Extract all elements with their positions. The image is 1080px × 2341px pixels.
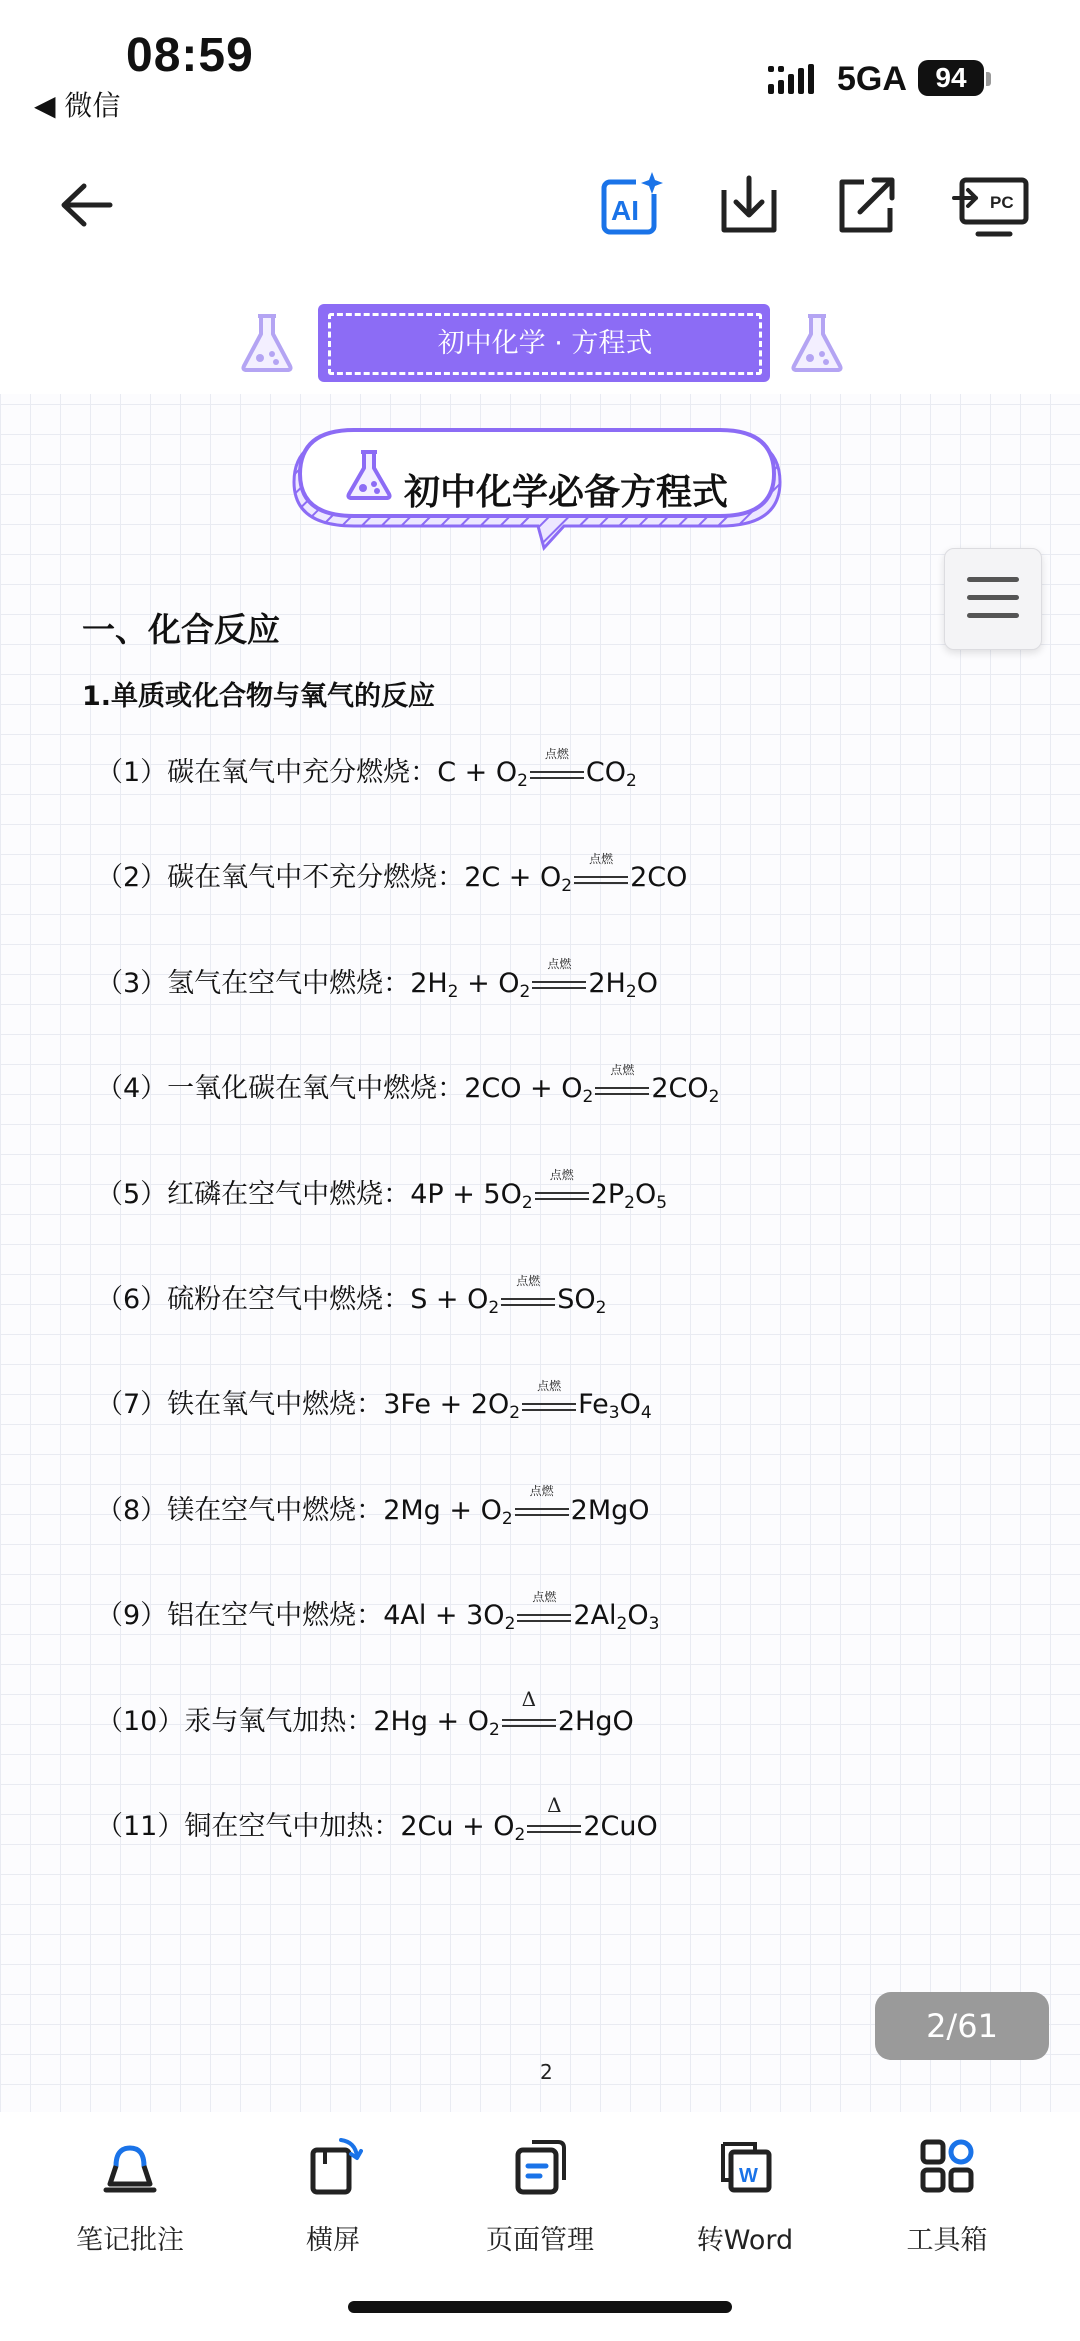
condition-label: 点燃 <box>529 1484 554 1499</box>
equation-products: $2CO_2$ <box>651 1073 720 1108</box>
equation-row <box>96 746 637 791</box>
page-number: 2 <box>540 2060 553 2084</box>
equals-line <box>517 1614 571 1616</box>
equals-line <box>527 1825 581 1827</box>
flask-icon-title <box>344 448 394 502</box>
equation-products: 2CO <box>630 862 688 894</box>
condition-label: Δ <box>547 1792 562 1817</box>
equation-label: （6）硫粉在空气中燃烧： <box>96 1284 411 1315</box>
menu-line <box>967 613 1019 618</box>
doc-header-tag-text: 初中化学 · 方程式 <box>328 313 762 375</box>
equation-label: （3）氢气在空气中燃烧： <box>96 967 411 999</box>
reaction-condition <box>525 1792 583 1843</box>
equation-products: $SO_2$ <box>557 1284 607 1318</box>
equation-label: （9）铝在空气中燃烧： <box>96 1600 384 1632</box>
equation-label: （5）红磷在空气中燃烧： <box>96 1178 411 1210</box>
equation-row <box>96 1168 668 1213</box>
equation-label: （7）铁在氧气中燃烧： <box>96 1389 384 1421</box>
to-word-button[interactable] <box>660 2136 830 2286</box>
menu-line <box>967 595 1019 600</box>
equals-line <box>535 1192 589 1194</box>
ai-icon[interactable] <box>596 170 666 240</box>
condition-label: 点燃 <box>610 1062 635 1077</box>
condition-label: Δ <box>521 1687 537 1712</box>
rotate-button[interactable] <box>248 2136 418 2286</box>
equation-reactants: $S + O_2$ <box>410 1284 500 1318</box>
equation-products: 2HgO <box>557 1705 634 1737</box>
equation-label: （10）汞与氧气加热： <box>96 1705 374 1737</box>
equation-reactants: $2H_2 + O_2$ <box>410 967 531 1002</box>
equation-products: $2P_2O_5$ <box>590 1178 668 1213</box>
doc-header-tag <box>318 304 770 382</box>
flask-icon-left <box>238 312 296 374</box>
equation-products: $2H_2O$ <box>588 967 658 1002</box>
equals-line <box>522 1409 576 1411</box>
word-icon <box>715 2136 775 2196</box>
equation-products: $CO_2$ <box>585 757 637 791</box>
equals-line <box>595 1087 649 1089</box>
equation-reactants: $4Al + 3O_2$ <box>383 1600 516 1635</box>
equals-line <box>515 1514 569 1516</box>
condition-label: 点燃 <box>547 957 572 972</box>
pc-cast-icon[interactable] <box>952 170 1034 240</box>
subsection-title: 1.单质或化合物与氧气的反应 <box>82 681 436 712</box>
equals-line <box>501 1304 555 1306</box>
reaction-condition <box>515 1589 573 1632</box>
rotate-label: 横屏 <box>306 2225 360 2256</box>
equation-products: 2CuO <box>583 1811 658 1842</box>
equals-line <box>522 1403 576 1405</box>
home-indicator[interactable] <box>348 2301 732 2313</box>
reaction-condition <box>500 1687 558 1737</box>
equation-row <box>96 1687 634 1740</box>
reaction-condition <box>513 1484 571 1526</box>
equation-row <box>96 1378 652 1424</box>
annotate-label: 笔记批注 <box>76 2225 184 2256</box>
condition-label: 点燃 <box>544 746 569 761</box>
equation-reactants: $2C + O_2$ <box>464 862 573 897</box>
equals-line <box>595 1093 649 1095</box>
equation-label: （11）铜在空气中加热： <box>96 1811 401 1842</box>
signal-icon <box>766 62 826 98</box>
equals-line <box>532 981 586 983</box>
equation-row <box>96 851 688 897</box>
reaction-condition <box>593 1062 651 1105</box>
rotate-icon <box>303 2136 363 2196</box>
equation-reactants: $2Hg + O_2$ <box>373 1705 500 1740</box>
network-type: 5GA <box>837 60 907 98</box>
back-to-wechat[interactable]: ◀ 微信 <box>34 89 121 122</box>
annotate-icon <box>100 2136 160 2196</box>
equation-reactants: $3Fe + 2O_2$ <box>383 1389 521 1424</box>
to-word-label: 转Word <box>696 2225 794 2256</box>
status-bar <box>0 0 1080 140</box>
equals-line <box>527 1831 581 1833</box>
battery-tip <box>986 72 991 86</box>
svg-text:PC: PC <box>990 193 1014 212</box>
battery-level: 94 <box>918 60 984 96</box>
condition-label: 点燃 <box>516 1273 541 1288</box>
toolbox-icon <box>917 2136 977 2196</box>
reaction-condition <box>530 957 588 999</box>
equals-line <box>515 1508 569 1510</box>
equation-reactants: $2Cu + O_2$ <box>400 1811 526 1845</box>
condition-label: 点燃 <box>537 1378 562 1393</box>
equation-row <box>96 1273 607 1318</box>
back-arrow-icon[interactable] <box>52 170 122 240</box>
reaction-condition <box>528 746 586 789</box>
status-time: 08:59 <box>126 29 254 82</box>
condition-label: 点燃 <box>589 851 614 866</box>
condition-label: 点燃 <box>549 1168 574 1183</box>
page-manage-label: 页面管理 <box>486 2225 594 2256</box>
equals-line <box>517 1620 571 1622</box>
equation-reactants: $2CO + O_2$ <box>464 1073 594 1108</box>
equation-row <box>96 1062 720 1108</box>
equals-line <box>502 1719 556 1721</box>
equation-row <box>96 957 658 1002</box>
equals-line <box>530 771 584 773</box>
toolbox-button[interactable] <box>862 2136 1032 2286</box>
equation-products: $2Al_2O_3$ <box>573 1600 660 1635</box>
download-icon[interactable] <box>714 170 784 240</box>
equation-products: 2MgO <box>570 1494 650 1526</box>
equals-line <box>530 777 584 779</box>
equals-line <box>574 876 628 878</box>
doc-title: 初中化学必备方程式 <box>404 472 729 513</box>
svg-text:AI: AI <box>611 195 639 226</box>
equation-reactants: $2Mg + O_2$ <box>383 1494 513 1529</box>
equation-label: （1）碳在氧气中充分燃烧： <box>96 757 438 788</box>
section-title: 一、化合反应 <box>82 610 280 649</box>
equals-line <box>502 1725 556 1727</box>
equation-row <box>96 1484 650 1529</box>
top-toolbar <box>0 140 1080 280</box>
equation-label: （8）镁在空气中燃烧： <box>96 1494 384 1526</box>
annotate-button[interactable] <box>45 2136 215 2286</box>
equals-line <box>532 987 586 989</box>
equals-line <box>501 1298 555 1300</box>
document-page[interactable] <box>0 284 1080 2112</box>
page-indicator: 2/61 <box>875 1992 1049 2060</box>
equation-reactants: $4P + 5O_2$ <box>410 1178 533 1213</box>
reaction-condition <box>533 1168 591 1210</box>
toolbox-label: 工具箱 <box>906 2225 988 2256</box>
share-icon[interactable] <box>832 170 902 240</box>
equation-label: （4）一氧化碳在氧气中燃烧： <box>96 1073 465 1105</box>
reaction-condition <box>499 1273 557 1316</box>
equals-line <box>535 1198 589 1200</box>
floating-menu-button[interactable] <box>944 548 1042 650</box>
equation-row <box>96 1589 660 1635</box>
equation-label: （2）碳在氧气中不充分燃烧： <box>96 862 465 894</box>
equation-reactants: $C + O_2$ <box>437 757 528 791</box>
page-manage-button[interactable] <box>455 2136 625 2286</box>
equation-products: $Fe_3O_4$ <box>578 1389 652 1424</box>
svg-text:W: W <box>739 2165 758 2187</box>
doc-title-bubble <box>284 424 790 564</box>
condition-label: 点燃 <box>532 1589 557 1604</box>
page-manage-icon <box>510 2136 570 2196</box>
reaction-condition <box>572 851 630 894</box>
menu-line <box>967 577 1019 582</box>
equals-line <box>574 882 628 884</box>
flask-icon-right <box>788 312 846 374</box>
reaction-condition <box>520 1378 578 1421</box>
equation-row <box>96 1792 658 1845</box>
